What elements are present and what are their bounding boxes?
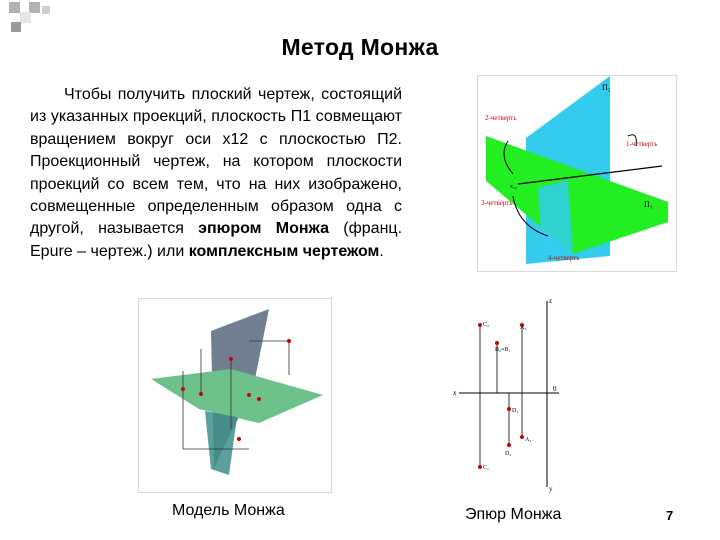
label-q2: 2-четверть <box>485 114 517 122</box>
model-plane-horizontal <box>151 369 323 423</box>
label-p2: П₂ <box>602 83 611 92</box>
slide-title: Метод Монжа <box>281 34 439 60</box>
label-axis-y: y <box>549 485 553 493</box>
label-d1: D₁ <box>512 408 519 414</box>
label-b2b1: B₂≡B₁ <box>495 347 511 353</box>
label-axis-x: x <box>453 389 457 397</box>
label-c1: C₁ <box>483 465 490 471</box>
page-number: 7 <box>666 508 674 523</box>
term-complex-drawing: комплексным чертежом <box>188 242 380 260</box>
monge-epure-figure <box>447 295 563 493</box>
label-c2: C₂ <box>483 322 490 328</box>
label-origin: 0 <box>553 385 557 393</box>
label-q3: 3-четверть <box>481 199 513 207</box>
quarters-figure <box>477 75 677 272</box>
plane-p2-lower <box>538 180 573 260</box>
quarters-diagram <box>478 76 676 271</box>
monge-model-diagram <box>139 299 331 492</box>
label-x12: x₁₂ <box>510 184 518 190</box>
paragraph-part-1: Чтобы получить плоский чертеж, состоящий из указанных проекций, плоскость П1 совмещают вращением вокруг оси х12 с плоскостью П2. Проекционный чертеж, на котором плоскости проекций со всем тем, что на них изображено, совмещенные определенным образом одна с другой, называется <box>30 86 402 238</box>
label-q1: 1-четверть <box>626 140 658 148</box>
term-epure-monge: эпюром Монжа <box>198 220 329 238</box>
label-a1: A₁ <box>525 437 532 443</box>
label-a2: A₂ <box>520 325 527 331</box>
caption-model: Модель Монжа <box>172 502 285 519</box>
paragraph-part-2: (франц. Epure – чертеж.) или <box>30 220 403 260</box>
label-q4: 4-четверть <box>548 254 580 262</box>
label-axis-z: z <box>549 297 553 305</box>
body-paragraph <box>30 84 402 263</box>
model-plane-lower <box>205 411 237 475</box>
label-p1: П₁ <box>644 200 653 209</box>
monge-model-figure <box>138 298 332 493</box>
label-d2: D₂ <box>505 451 512 457</box>
epure-points <box>478 323 527 469</box>
caption-epure: Эпюр Монжа <box>465 506 562 523</box>
monge-epure-diagram <box>447 295 563 493</box>
paragraph-part-3: . <box>379 242 384 260</box>
